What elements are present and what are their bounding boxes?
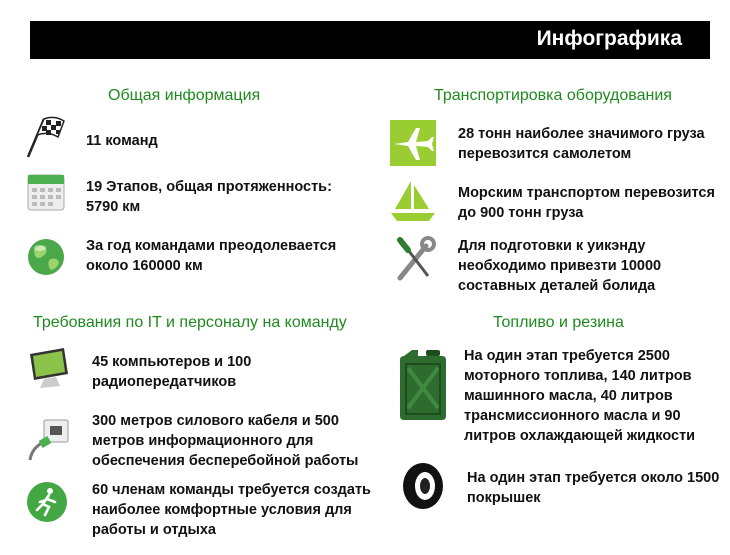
transport-item-text-3: Для подготовки к уикэнду необходимо привезти 10000 составных деталей болида bbox=[458, 238, 662, 294]
sailboat-icon bbox=[389, 177, 437, 225]
wrench-screwdriver-icon bbox=[392, 236, 438, 284]
transport-item-text-2: Морским транспортом перевозится до 900 тонн груза bbox=[458, 185, 715, 221]
network-cable-icon bbox=[24, 416, 70, 464]
jerrycan-icon bbox=[398, 346, 448, 422]
fuel-item-text-1: На один этап требуется 2500 моторного топлива, 140 литров машинного масла, 40 литров трансмиссионного масла и 90 литров охлаждающей жидкости bbox=[464, 348, 696, 444]
it-item-text-2: 300 метров силового кабеля и 500 метров информационного для обеспечения бесперебойной работы bbox=[92, 413, 359, 469]
title-bar bbox=[30, 21, 710, 59]
general-item-text-3: За год командами преодолевается около 160000 км bbox=[86, 238, 337, 274]
general-item-text-2: 19 Этапов, общая протяженность: 5790 км bbox=[86, 179, 332, 215]
runner-icon bbox=[25, 480, 69, 524]
globe-icon bbox=[25, 236, 67, 278]
fuel-item-text-2: На один этап требуется около 1500 покрышек bbox=[467, 470, 720, 506]
transport-item-text-1: 28 тонн наиболее значимого груза перевозится самолетом bbox=[458, 126, 705, 162]
airplane-icon bbox=[390, 120, 436, 166]
heading-transport: Транспортировка оборудования bbox=[434, 87, 672, 104]
it-item-text-1: 45 компьютеров и 100 радиопередатчиков bbox=[92, 354, 252, 390]
heading-it: Требования по IT и персоналу на команду bbox=[33, 314, 347, 331]
tire-icon bbox=[400, 461, 446, 511]
it-item-text-3: 60 членам команды требуется создать наиболее комфортные условия для работы и отдыха bbox=[92, 482, 371, 538]
checkered-flag-icon bbox=[24, 115, 68, 159]
page-title: Инфографика bbox=[536, 27, 682, 50]
general-item-text-1: 11 команд bbox=[86, 133, 158, 149]
calendar-icon bbox=[26, 172, 66, 212]
heading-general: Общая информация bbox=[108, 87, 261, 104]
monitor-icon bbox=[26, 346, 72, 390]
heading-fuel: Топливо и резина bbox=[493, 314, 624, 331]
